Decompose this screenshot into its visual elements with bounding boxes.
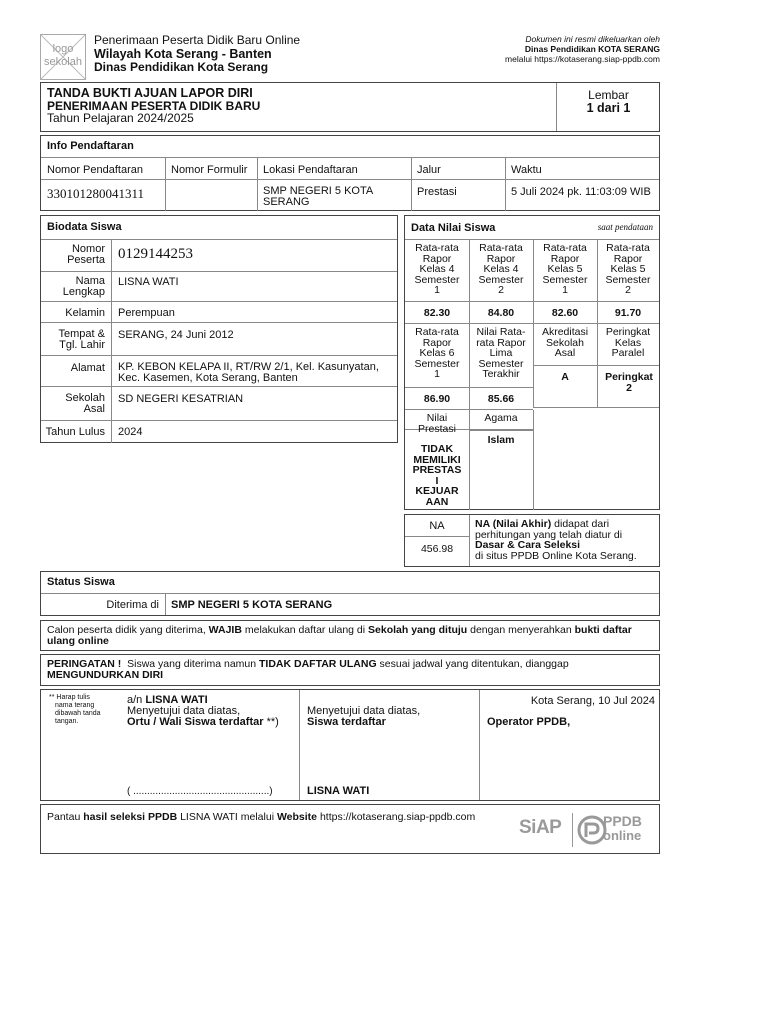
academic-year: Tahun Pelajaran 2024/2025 bbox=[47, 111, 194, 125]
nilai-prestasi-value: TIDAK MEMILIKI PRESTAS I KEJUAR AAN bbox=[412, 443, 462, 508]
doc-title: TANDA BUKTI AJUAN LAPOR DIRI bbox=[47, 86, 253, 100]
nilai-k5s1-value: 82.60 bbox=[551, 307, 579, 319]
school-logo-placeholder bbox=[40, 34, 86, 80]
col-nomor-pendaftaran: Nomor Pendaftaran bbox=[47, 164, 143, 176]
sekolah-asal-value: SD NEGERI KESATRIAN bbox=[118, 393, 244, 405]
nilai-note: saat pendataan bbox=[597, 222, 653, 232]
agama-value: Islam bbox=[487, 434, 515, 446]
siswa-label: Siswa terdaftar bbox=[307, 716, 386, 728]
signature-section: ** Harap tulis nama terang dibawah tanda tangan. a/n LISNA WATI Menyetujui data diatas, Ortu / Wali Siswa terdaftar **) ( .................................................) Menyetujui data diatas, Siswa terdaftar LISNA WATI Kota Serang, 10 Jul 2024 Operator PPDB, bbox=[40, 689, 660, 801]
na-desc-link: Dasar & Cara Seleksi bbox=[475, 539, 581, 551]
doc-subtitle: PENERIMAAN PESERTA DIDIK BARU bbox=[47, 99, 261, 113]
status-heading: Status Siswa bbox=[41, 572, 659, 594]
na-desc-bold: NA (Nilai Akhir) bbox=[475, 518, 552, 530]
signature-date: Kota Serang, 10 Jul 2024 bbox=[530, 695, 655, 707]
issuer-line-3: melalui https://kotaserang.siap-ppdb.com bbox=[505, 54, 660, 64]
na-desc: di situs PPDB Online Kota Serang. bbox=[475, 549, 637, 562]
an-name: LISNA WATI bbox=[145, 694, 208, 706]
logo-text: sekolah bbox=[44, 56, 82, 68]
diterima-value: SMP NEGERI 5 KOTA SERANG bbox=[171, 599, 333, 611]
na-desc: perhitungan yang telah diatur di bbox=[475, 528, 623, 541]
akreditasi-value: A bbox=[561, 371, 569, 383]
header-line-3: Dinas Pendidikan Kota Serang bbox=[94, 60, 269, 74]
siswa-name: LISNA WATI bbox=[307, 785, 370, 797]
nilai-k4s2-value: 84.80 bbox=[487, 307, 515, 319]
na-value: 456.98 bbox=[420, 543, 454, 555]
header-line-1: Penerimaan Peserta Didik Baru Online bbox=[94, 33, 301, 47]
signature-note: ** Harap tulis nama terang dibawah tanda tangan. bbox=[49, 694, 101, 725]
nomor-peserta-label: Peserta bbox=[67, 254, 105, 266]
info-pendaftaran-section bbox=[40, 135, 660, 211]
nilai-prestasi-label: Nilai Prestasi bbox=[418, 412, 456, 435]
operator-label: Operator PPDB, bbox=[487, 716, 571, 728]
lokasi-value: SMP NEGERI 5 KOTA bbox=[263, 185, 374, 197]
akreditasi-label: Akreditasi Sekolah Asal bbox=[541, 326, 589, 359]
alamat-value: Kec. Kasemen, Kota Serang, Banten bbox=[118, 372, 298, 384]
nilai-k4s1-value: 82.30 bbox=[423, 307, 451, 319]
issuer-line-2: Dinas Pendidikan KOTA SERANG bbox=[524, 44, 660, 54]
lokasi-value: SERANG bbox=[263, 196, 310, 208]
nomor-pendaftaran-value: 330101280041311 bbox=[47, 186, 145, 201]
nilai-k5s2-value: 91.70 bbox=[614, 307, 642, 319]
tahun-lulus-label: Tahun Lulus bbox=[45, 426, 105, 438]
peringkat-value: Peringkat 2 bbox=[605, 371, 653, 394]
agama-label: Agama bbox=[484, 412, 518, 424]
col-lokasi: Lokasi Pendaftaran bbox=[263, 164, 358, 176]
nama-value: LISNA WATI bbox=[118, 276, 179, 288]
nilai-lima-semester-label: Nilai Rata- rata Rapor Lima Semester Terakhir bbox=[476, 326, 526, 380]
col-nomor-formulir: Nomor Formulir bbox=[171, 164, 248, 176]
siap-logo: SiAP bbox=[519, 817, 562, 838]
na-label: NA bbox=[429, 520, 445, 532]
sekolah-asal-label: Sekolah bbox=[65, 392, 105, 404]
alamat-value: KP. KEBON KELAPA II, RT/RW 2/1, Kel. Kasunyatan, bbox=[118, 361, 379, 373]
diterima-label: Diterima di bbox=[106, 599, 159, 611]
col-jalur: Jalur bbox=[417, 164, 441, 176]
na-section bbox=[404, 514, 660, 567]
ppdb-online-logo: PPDB online bbox=[577, 811, 657, 849]
waktu-value: 5 Juli 2024 pk. 11:03:09 WIB bbox=[511, 186, 651, 198]
nilai-section bbox=[404, 215, 660, 510]
nilai-k5s2-label: Rata-rata Rapor Kelas 5 Semester 2 bbox=[605, 242, 651, 296]
peringkat-label: Peringkat Kelas Paralel bbox=[605, 326, 651, 359]
ortu-approve: Menyetujui data diatas, bbox=[127, 705, 241, 717]
nilai-k6s1-value: 86.90 bbox=[423, 393, 451, 405]
ortu-label: Ortu / Wali Siswa terdaftar bbox=[127, 716, 264, 728]
header-line-2: Wilayah Kota Serang - Banten bbox=[94, 47, 272, 61]
nilai-k6s1-label: Rata-rata Rapor Kelas 6 Semester 1 bbox=[414, 326, 460, 380]
kelamin-label: Kelamin bbox=[65, 307, 105, 319]
info-heading: Info Pendaftaran bbox=[41, 136, 659, 158]
nilai-k4s2-label: Rata-rata Rapor Kelas 4 Semester 2 bbox=[478, 242, 524, 296]
title-box bbox=[40, 82, 660, 132]
tahun-lulus-value: 2024 bbox=[118, 426, 143, 438]
sekolah-asal-label: Asal bbox=[83, 403, 105, 415]
col-waktu: Waktu bbox=[511, 164, 542, 176]
nilai-k5s1-label: Rata-rata Rapor Kelas 5 Semester 1 bbox=[542, 242, 588, 296]
kelamin-value: Perempuan bbox=[118, 307, 175, 319]
jalur-value: Prestasi bbox=[417, 186, 457, 198]
siswa-approve: Menyetujui data diatas, bbox=[307, 705, 421, 717]
notice-section: Calon peserta didik yang diterima, WAJIB melakukan daftar ulang di Sekolah yang dituju dengan menyerahkan bukti daftar ulang online bbox=[40, 620, 660, 651]
ttl-label: Tgl. Lahir bbox=[59, 339, 105, 351]
an-prefix: a/n bbox=[127, 694, 146, 706]
footer-section: Pantau hasil seleksi PPDB LISNA WATI melalui Website https://kotaserang.siap-ppdb.com SiAP PPDB online bbox=[40, 804, 660, 854]
biodata-section bbox=[40, 215, 398, 443]
ttl-value: SERANG, 24 Juni 2012 bbox=[118, 329, 234, 341]
nomor-peserta-label: Nomor bbox=[71, 243, 105, 255]
sheet-value: 1 dari 1 bbox=[586, 101, 631, 115]
ttl-label: Tempat & bbox=[58, 328, 105, 340]
website-link[interactable]: https://kotaserang.siap-ppdb.com bbox=[317, 811, 476, 823]
na-desc: didapat dari bbox=[551, 518, 610, 530]
nilai-heading: Data Nilai Siswa bbox=[411, 222, 496, 234]
alamat-label: Alamat bbox=[70, 362, 105, 374]
warning-section: PERINGATAN ! Siswa yang diterima namun TIDAK DAFTAR ULANG sesuai jadwal yang ditentukan, dianggap MENGUNDURKAN DIRI bbox=[40, 654, 660, 686]
nama-label: Lengkap bbox=[62, 286, 105, 298]
nama-label: Nama bbox=[75, 275, 105, 287]
nilai-lima-semester-value: 85.66 bbox=[487, 393, 515, 405]
nilai-k4s1-label: Rata-rata Rapor Kelas 4 Semester 1 bbox=[414, 242, 460, 296]
ortu-signature-blank: ( .................................................) bbox=[127, 786, 273, 797]
logo-text: logo bbox=[52, 43, 74, 55]
biodata-heading: Biodata Siswa bbox=[41, 216, 397, 240]
sheet-label: Lembar bbox=[588, 88, 629, 102]
issuer-line-1: Dokumen ini resmi dikeluarkan oleh bbox=[525, 34, 660, 44]
status-section bbox=[40, 571, 660, 616]
nomor-peserta-value: 0129144253 bbox=[118, 246, 193, 262]
